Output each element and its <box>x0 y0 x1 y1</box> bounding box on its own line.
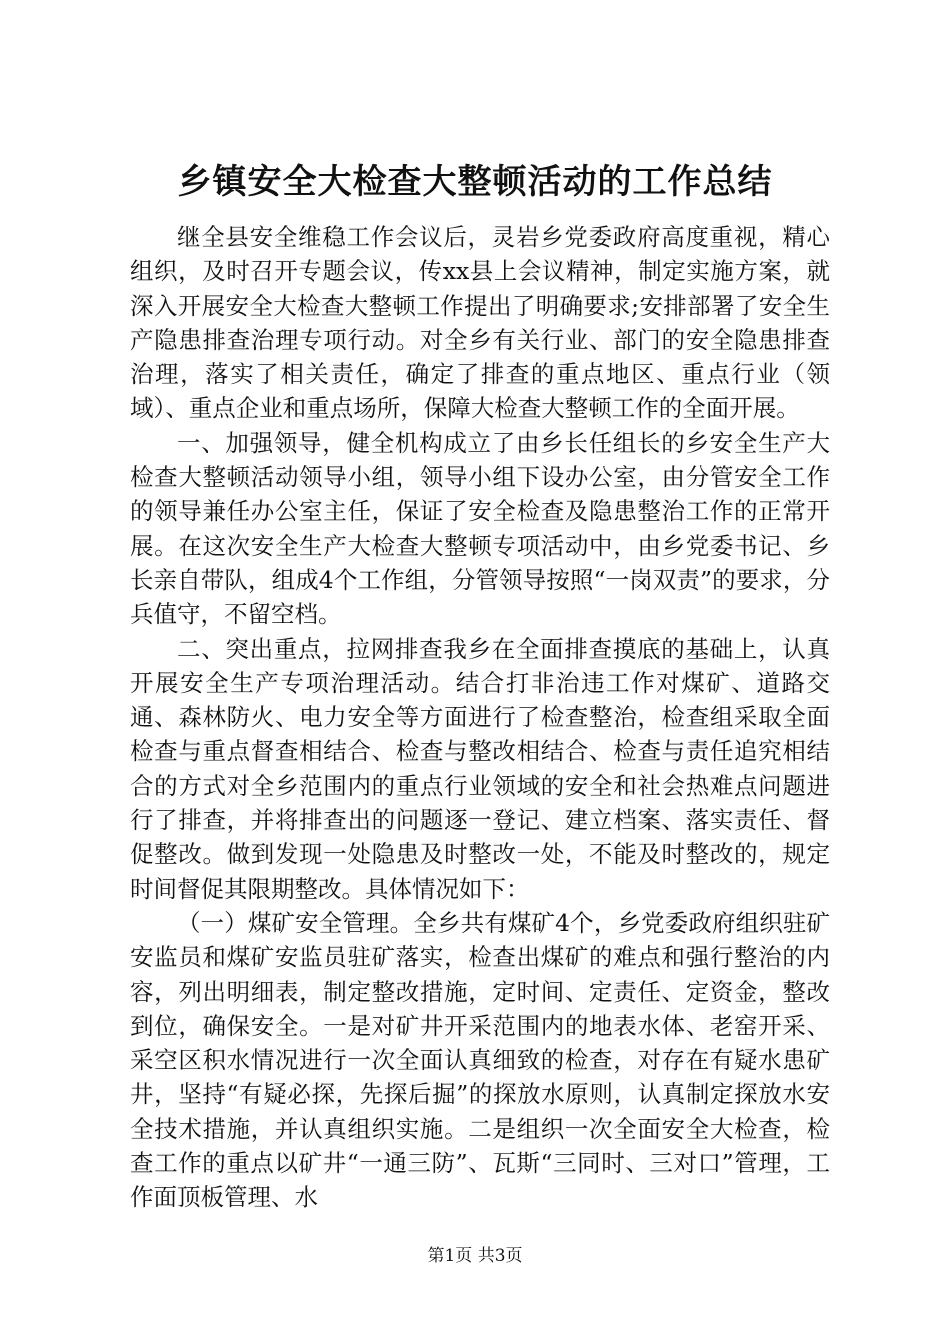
paragraph-section-1: 一、加强领导，健全机构成立了由乡长任组长的乡安全生产大检查大整顿活动领导小组，领导小组下设办公室，由分管安全工作的领导兼任办公室主任，保证了安全检查及隐患整治工作的正常开展。在这次安全生产大检查大整顿专项活动中，由乡党委书记、乡长亲自带队，组成4个工作组，分管领导按照“一岗双责”的要求，分兵值守，不留空档。 <box>130 428 830 629</box>
paragraph-section-2: 二、突出重点，拉网排查我乡在全面排查摸底的基础上，认真开展安全生产专项治理活动。结合打非治违工作对煤矿、道路交通、森林防火、电力安全等方面进行了检查整治，检查组采取全面检查与重点督查相结合、检查与整改相结合、检查与责任追究相结合的方式对全乡范围内的重点行业领域的安全和社会热难点问题进行了排查，并将排查出的问题逐一登记、建立档案、落实责任、督促整改。做到发现一处隐患及时整改一处，不能及时整改的，规定时间督促其限期整改。具体情况如下： <box>130 634 830 903</box>
paragraph-subsection-1: （一）煤矿安全管理。全乡共有煤矿4个，乡党委政府组织驻矿安监员和煤矿安监员驻矿落实，检查出煤矿的难点和强行整治的内容，列出明细表，制定整改措施，定时间、定责任、定资金，整改到位，确保安全。一是对矿井开采范围内的地表水体、老窑开采、采空区积水情况进行一次全面认真细致的检查，对存在有疑水患矿井，坚持“有疑必探，先探后掘”的探放水原则，认真制定探放水安全技术措施，并认真组织实施。二是组织一次全面安全大检查，检查工作的重点以矿井“一通三防”、瓦斯“三同时、三对口”管理，工作面顶板管理、水 <box>130 908 830 1212</box>
paragraph-intro: 继全县安全维稳工作会议后，灵岩乡党委政府高度重视，精心组织，及时召开专题会议，传xx县上会议精神，制定实施方案，就深入开展安全大检查大整顿工作提出了明确要求;安排部署了安全生产隐患排查治理专项行动。对全乡有关行业、部门的安全隐患排查治理，落实了相关责任，确定了排查的重点地区、重点行业（领域）、重点企业和重点场所，保障大检查大整顿工作的全面开展。 <box>130 223 830 423</box>
document-title: 乡镇安全大检查大整顿活动的工作总结 <box>177 162 773 202</box>
document-body <box>130 220 830 1215</box>
page-number-footer: 第1页 共3页 <box>427 1246 523 1266</box>
